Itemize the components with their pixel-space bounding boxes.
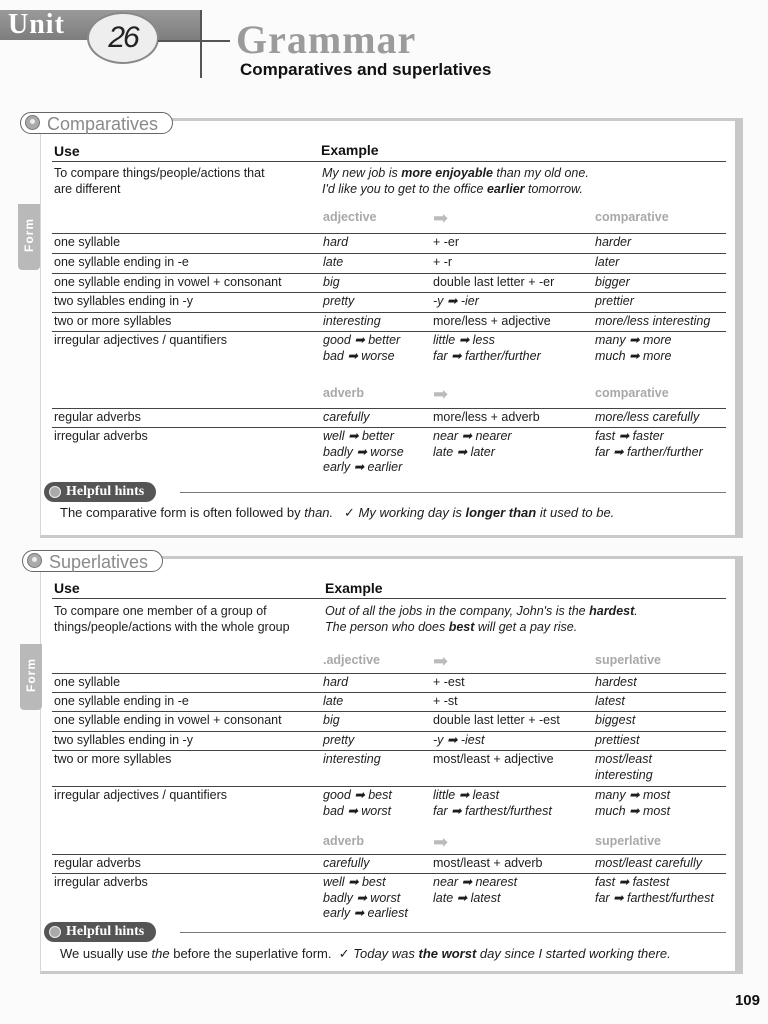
row-rule	[52, 253, 726, 254]
use-description: To compare one member of a group of things/people/actions with the whole group	[54, 604, 290, 634]
rule: near ➡ nearer late ➡ later	[433, 429, 512, 459]
example-header: Example	[321, 142, 379, 158]
row-rule	[52, 873, 726, 874]
form-column-head: adverb	[323, 386, 364, 400]
base-form: good ➡ better bad ➡ worse	[323, 333, 401, 363]
result-form: most/least carefully	[595, 856, 702, 870]
unit-number: 26	[87, 12, 159, 64]
arrow-icon: ➡	[433, 208, 449, 228]
row-rule	[52, 233, 726, 234]
section-label: Superlatives	[49, 552, 149, 572]
hint-bullet-icon	[49, 486, 61, 498]
superlatives-section-tab	[22, 550, 163, 572]
row-rule	[52, 408, 726, 409]
form-side-tab	[20, 644, 42, 710]
page-title: Grammar	[236, 17, 417, 62]
base-form: late	[323, 694, 344, 708]
base-form: pretty	[323, 733, 355, 747]
row-label: one syllable	[54, 235, 121, 249]
row-rule	[52, 673, 726, 674]
base-form: hard	[323, 235, 349, 249]
unit-label: Unit	[8, 9, 65, 40]
base-form: carefully	[323, 410, 370, 424]
rule: + -r	[433, 255, 453, 269]
row-label: one syllable	[54, 675, 121, 689]
row-label: irregular adjectives / quantifiers	[54, 788, 227, 802]
bullet-icon	[27, 553, 42, 568]
use-description: To compare things/people/actions that are different	[54, 166, 265, 196]
result-form: latest	[595, 694, 625, 708]
header-rule	[52, 598, 726, 599]
result-form: fast ➡ fastest far ➡ farthest/furthest	[595, 875, 714, 905]
rule: little ➡ less far ➡ farther/further	[433, 333, 541, 363]
base-form: good ➡ best bad ➡ worst	[323, 788, 392, 818]
row-rule	[52, 312, 726, 313]
row-rule	[52, 331, 726, 332]
arrow-icon: ➡	[433, 651, 449, 671]
row-rule	[52, 854, 726, 855]
row-rule	[52, 692, 726, 693]
use-header: Use	[54, 143, 80, 159]
base-form: late	[323, 255, 344, 269]
result-form: many ➡ most much ➡ most	[595, 788, 671, 818]
form-column-head: .adjective	[323, 653, 380, 667]
row-label: irregular adjectives / quantifiers	[54, 333, 227, 347]
row-label: one syllable ending in -e	[54, 255, 189, 269]
form-column-head: comparative	[595, 386, 669, 400]
row-label: irregular adverbs	[54, 875, 148, 889]
rule: double last letter + -er	[433, 275, 555, 289]
header-rule	[158, 40, 230, 42]
form-side-tab	[18, 204, 40, 270]
comparatives-hint: The comparative form is often followed by than. ✓ My working day is longer than it used to be.	[60, 505, 615, 520]
example-header: Example	[325, 580, 383, 596]
rule: more/less + adverb	[433, 410, 540, 424]
rule: + -st	[433, 694, 458, 708]
form-label: Form	[24, 658, 38, 692]
row-label: two or more syllables	[54, 314, 172, 328]
result-form: prettiest	[595, 733, 640, 747]
example-sentences: My new job is more enjoyable than my old one. I'd like you to get to the office earlier tomorrow.	[322, 166, 589, 196]
form-column-head: comparative	[595, 210, 669, 224]
result-form: prettier	[595, 294, 634, 308]
rule: more/less + adjective	[433, 314, 551, 328]
row-label: two syllables ending in -y	[54, 294, 193, 308]
row-rule	[52, 786, 726, 787]
result-form: more/less carefully	[595, 410, 700, 424]
rule: double last letter + -est	[433, 713, 560, 727]
superlatives-hint: We usually use the before the superlative form. ✓ Today was the worst day since I started working there.	[60, 946, 671, 961]
base-form: big	[323, 275, 340, 289]
form-column-head: adjective	[323, 210, 377, 224]
row-label: two syllables ending in -y	[54, 733, 193, 747]
form-column-head: adverb	[323, 834, 364, 848]
rule: most/least + adjective	[433, 752, 554, 766]
result-form: later	[595, 255, 620, 269]
row-label: one syllable ending in vowel + consonant	[54, 275, 282, 289]
header-rule	[52, 161, 726, 162]
base-form: big	[323, 713, 340, 727]
row-rule	[52, 292, 726, 293]
row-rule	[52, 731, 726, 732]
row-label: irregular adverbs	[54, 429, 148, 443]
base-form: interesting	[323, 314, 381, 328]
form-label: Form	[22, 218, 36, 252]
result-form: many ➡ more much ➡ more	[595, 333, 672, 363]
base-form: well ➡ best badly ➡ worst early ➡ earliest	[323, 875, 408, 920]
rule: + -est	[433, 675, 465, 689]
row-rule	[52, 711, 726, 712]
result-form: biggest	[595, 713, 636, 727]
rule: + -er	[433, 235, 460, 249]
page-subtitle: Comparatives and superlatives	[240, 60, 492, 79]
header-divider	[200, 10, 202, 78]
base-form: carefully	[323, 856, 370, 870]
row-rule	[52, 427, 726, 428]
base-form: well ➡ better badly ➡ worse early ➡ earlier	[323, 429, 404, 474]
result-form: harder	[595, 235, 632, 249]
row-rule	[52, 273, 726, 274]
page-number: 109	[734, 992, 760, 1009]
rule: most/least + adverb	[433, 856, 543, 870]
use-header: Use	[54, 580, 80, 596]
result-form: fast ➡ faster far ➡ farther/further	[595, 429, 703, 459]
arrow-icon: ➡	[433, 384, 449, 404]
result-form: more/less interesting	[595, 314, 711, 328]
bullet-icon	[25, 115, 40, 130]
rule: near ➡ nearest late ➡ latest	[433, 875, 518, 905]
hint-rule	[180, 932, 726, 933]
result-form: hardest	[595, 675, 637, 689]
rule: little ➡ least far ➡ farthest/furthest	[433, 788, 552, 818]
arrow-icon: ➡	[433, 832, 449, 852]
base-form: hard	[323, 675, 349, 689]
base-form: pretty	[323, 294, 355, 308]
helpful-hints-label: Helpful hints	[44, 922, 156, 942]
row-label: regular adverbs	[54, 856, 141, 870]
comparatives-section-tab	[20, 112, 173, 134]
rule: -y ➡ -ier	[433, 294, 479, 308]
form-column-head: superlative	[595, 653, 662, 667]
example-sentences: Out of all the jobs in the company, John's is the hardest. The person who does best will get a pay rise.	[325, 604, 638, 634]
result-form: bigger	[595, 275, 630, 289]
base-form: interesting	[323, 752, 381, 766]
row-label: one syllable ending in -e	[54, 694, 189, 708]
result-form: most/least interesting	[595, 752, 653, 782]
section-label: Comparatives	[47, 114, 159, 134]
hint-rule	[180, 492, 726, 493]
row-label: one syllable ending in vowel + consonant	[54, 713, 282, 727]
rule: -y ➡ -iest	[433, 733, 485, 747]
form-column-head: superlative	[595, 834, 662, 848]
row-label: two or more syllables	[54, 752, 172, 766]
row-rule	[52, 750, 726, 751]
helpful-hints-label: Helpful hints	[44, 482, 156, 502]
hint-bullet-icon	[49, 926, 61, 938]
row-label: regular adverbs	[54, 410, 141, 424]
